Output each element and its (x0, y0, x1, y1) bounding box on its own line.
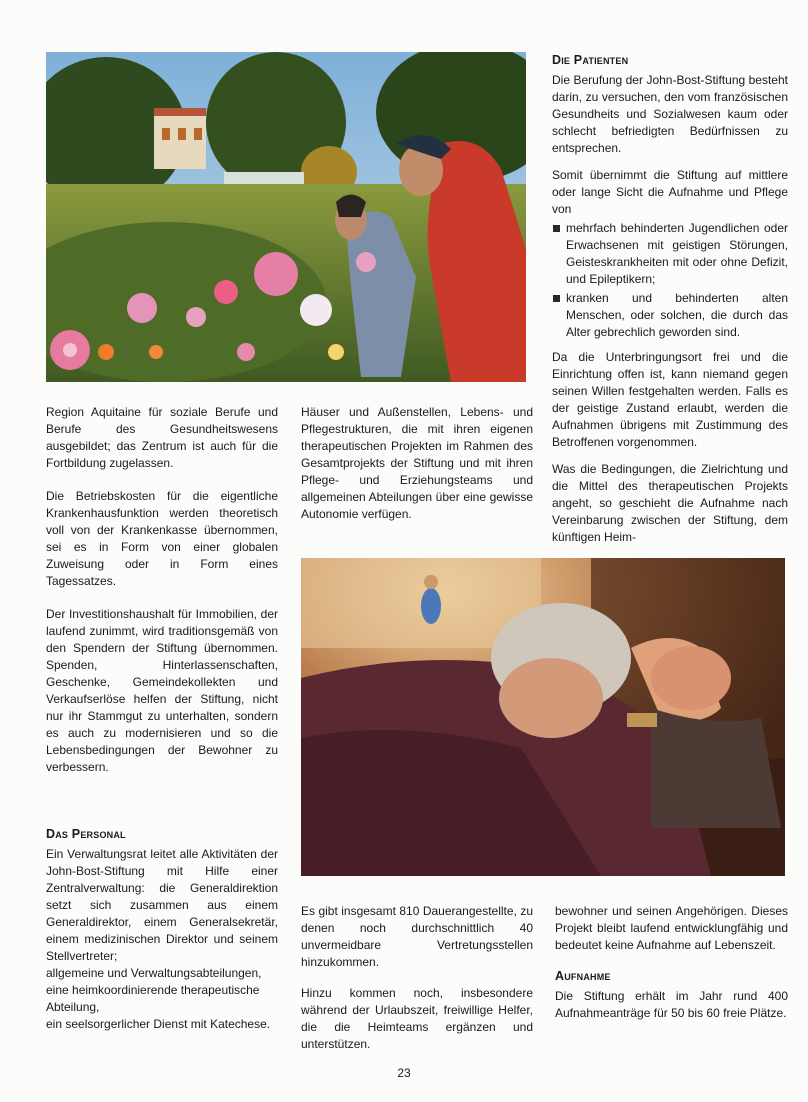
personal-line-2: eine heimkoordinierende therapeutische Abteilung, (46, 983, 260, 1014)
aufnahme-paragraph-1: Die Stiftung erhält im Jahr rund 400 Aufnahmeanträge für 50 bis 60 freie Plätze. (555, 989, 788, 1020)
column-2-text (301, 404, 533, 523)
patienten-heading: Die Patienten (552, 53, 629, 67)
patienten-bullet-item: kranken und behinderten alten Menschen, oder solchen, die durch das Alter gebrechlich geworden sind. (552, 290, 788, 341)
column-1-paragraph-1: Region Aquitaine für soziale Berufe und Berufe des Gesundheitswesens ausgebildet; das Zentrum ist auch für die Fortbildung zugelassen. (46, 405, 278, 470)
garden-photo-illustration (46, 52, 526, 382)
column-2-bottom-paragraph-1: Es gibt insgesamt 810 Dauerangestellte, zu denen noch durchschnittlich 40 unvermeidbare Vertretungsstellen hinzukommen. (301, 904, 533, 969)
column-1-text (46, 404, 278, 776)
column-1-paragraph-3: Der Investitionshaushalt für Immobilien, der laufend zunimmt, wird traditionsgemäß von den Spendern der Stiftung übernommen. Spenden, Hinterlassenschaften, Geschenke, Gemeindekollekten und Verkaufserlöse helfen der Stiftung, nicht nur ihr Stammgut zu unterhalten, sondern es auch zu modernisieren und so die Lebensbedingungen der Bewohner zu verbessern. (46, 607, 278, 774)
personal-section (46, 826, 278, 1033)
garden-photo (46, 52, 526, 382)
patienten-section (552, 52, 788, 546)
personal-paragraph-1: Ein Verwaltungsrat leitet alle Aktivitäten der John-Bost-Stiftung mit Hilfe einer Zentralverwaltung: die Generaldirektion setzt sich zusammen aus einem Generaldirektor, einem Generalsekretär, einem medizinischen Direktor und seinem Stellvertreter; (46, 847, 278, 963)
patienten-paragraph-1: Die Berufung der John-Bost-Stiftung besteht darin, zu versuchen, den vom französischen Gesundheits und Sozialwesen kaum oder schlecht befriedigten Bedürfnissen zu entsprechen. (552, 73, 788, 155)
elderly-man-photo-illustration (301, 558, 785, 876)
patienten-bullet-list (552, 220, 788, 341)
personal-line-3: ein seelsorgerlicher Dienst mit Katechese. (46, 1017, 271, 1031)
column-3-bottom-paragraph-1: bewohner und seinen Angehörigen. Dieses Projekt bleibt laufend entwicklungfähig und bedeutet keine Aufnahme auf Lebenszeit. (555, 904, 788, 952)
elderly-man-photo (301, 558, 785, 876)
personal-heading: Das Personal (46, 827, 126, 841)
column-2-bottom-paragraph-2: Hinzu kommen noch, insbesondere während der Urlaubszeit, freiwillige Helfer, die die Heimteams ergänzen und unterstützen. (301, 986, 533, 1051)
column-3-bottom-text (555, 903, 788, 1022)
patienten-paragraph-4: Was die Bedingungen, die Zielrichtung und die Mittel des therapeutischen Projekts angeht, so geschieht die Aufnahme nach Vereinbarung zwischen der Stiftung, dem künftigen Heim- (552, 462, 788, 544)
column-1-paragraph-2: Die Betriebskosten für die eigentliche Krankenhausfunktion werden theoretisch voll von der Krankenkasse übernommen, sei es in Form von einer globalen Zuweisung oder in Form eines Tagessatzes. (46, 489, 278, 588)
personal-line-1: allgemeine und Verwaltungsabteilungen, (46, 966, 262, 980)
personal-lines (46, 965, 278, 1033)
patienten-paragraph-3: Da die Unterbringungsort frei und die Einrichtung offen ist, kann niemand gegen seinen Willen festgehalten werden. Falls es der geistige Zustand erlaubt, werden die Aufnahmen übrigens mit Zustimmung des Betroffenen vorgenommen. (552, 350, 788, 449)
patienten-paragraph-2: Somit übernimmt die Stiftung auf mittlere oder lange Sicht die Aufnahme und Pflege von (552, 168, 788, 216)
column-2-paragraph-1: Häuser und Außenstellen, Lebens- und Pflegestrukturen, die mit ihren eigenen therapeutischen Projekten im Rahmen des Gesamtprojekts der Stiftung und mit ihren Pflege- und Erziehungsteams und allgemeinen Abteilungen über eine gewisse Autonomie verfügen. (301, 405, 533, 521)
patienten-bullet-item: mehrfach behinderten Jugendlichen oder Erwachsenen mit geistigen Störungen, Geisteskrankheiten mit oder ohne Defizit, und Epileptikern; (552, 220, 788, 288)
page-number: 23 (397, 1066, 411, 1080)
aufnahme-heading: Aufnahme (555, 969, 611, 983)
column-2-bottom-text (301, 903, 533, 1053)
